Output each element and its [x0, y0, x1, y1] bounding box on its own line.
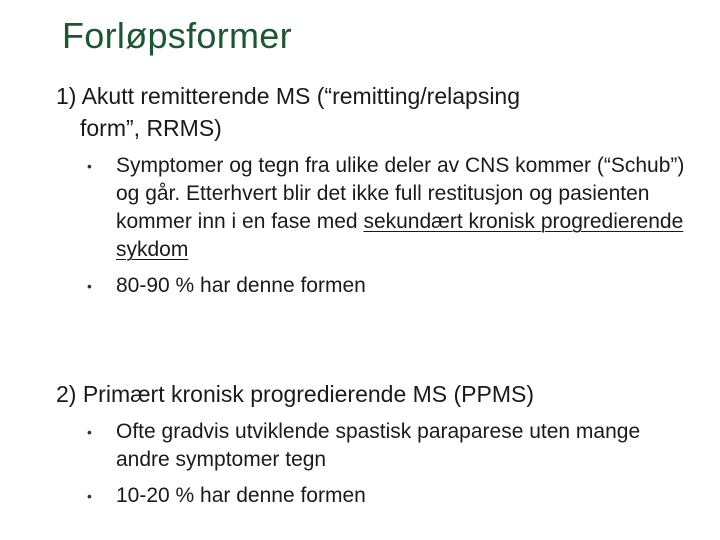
- bullet-glyph: •: [87, 278, 92, 294]
- bullet-text: Symptomer og tegn fra ulike deler av CNS kommer (“Schub”) og går. Etterhvert blir det ikke full restitusjon og pasienten kommer inn i en fase med: [116, 154, 685, 233]
- bullet-text: 10-20 % har denne formen: [116, 484, 366, 507]
- bullet-glyph: •: [87, 158, 92, 174]
- list-item: [56, 272, 696, 300]
- list-item: [56, 418, 696, 474]
- section-heading-line-2: form”, RRMS): [80, 115, 222, 141]
- bullet-glyph: •: [87, 424, 92, 440]
- bullet-text: Ofte gradvis utviklende spastisk paraparese uten mange andre symptomer tegn: [116, 420, 641, 471]
- bullet-list: [56, 418, 696, 510]
- bullet-list: [56, 152, 696, 300]
- section-ppms: [56, 378, 696, 510]
- bullet-text-underlined: sekundært kronisk progredierende sykdom: [116, 210, 684, 261]
- bullet-text: 80-90 % har denne formen: [116, 274, 366, 297]
- section-rrms: [56, 80, 696, 300]
- list-item: [56, 482, 696, 510]
- section-heading-line-1: 2) Primært kronisk progredierende MS (PPMS): [56, 381, 535, 407]
- list-item: [56, 152, 696, 264]
- section-heading-line-1: 1) Akutt remitterende MS (“remitting/relapsing: [56, 83, 521, 109]
- bullet-glyph: •: [87, 488, 92, 504]
- slide-title: Forløpsformer: [62, 15, 292, 56]
- section-heading: [56, 378, 696, 410]
- section-heading: [56, 80, 696, 144]
